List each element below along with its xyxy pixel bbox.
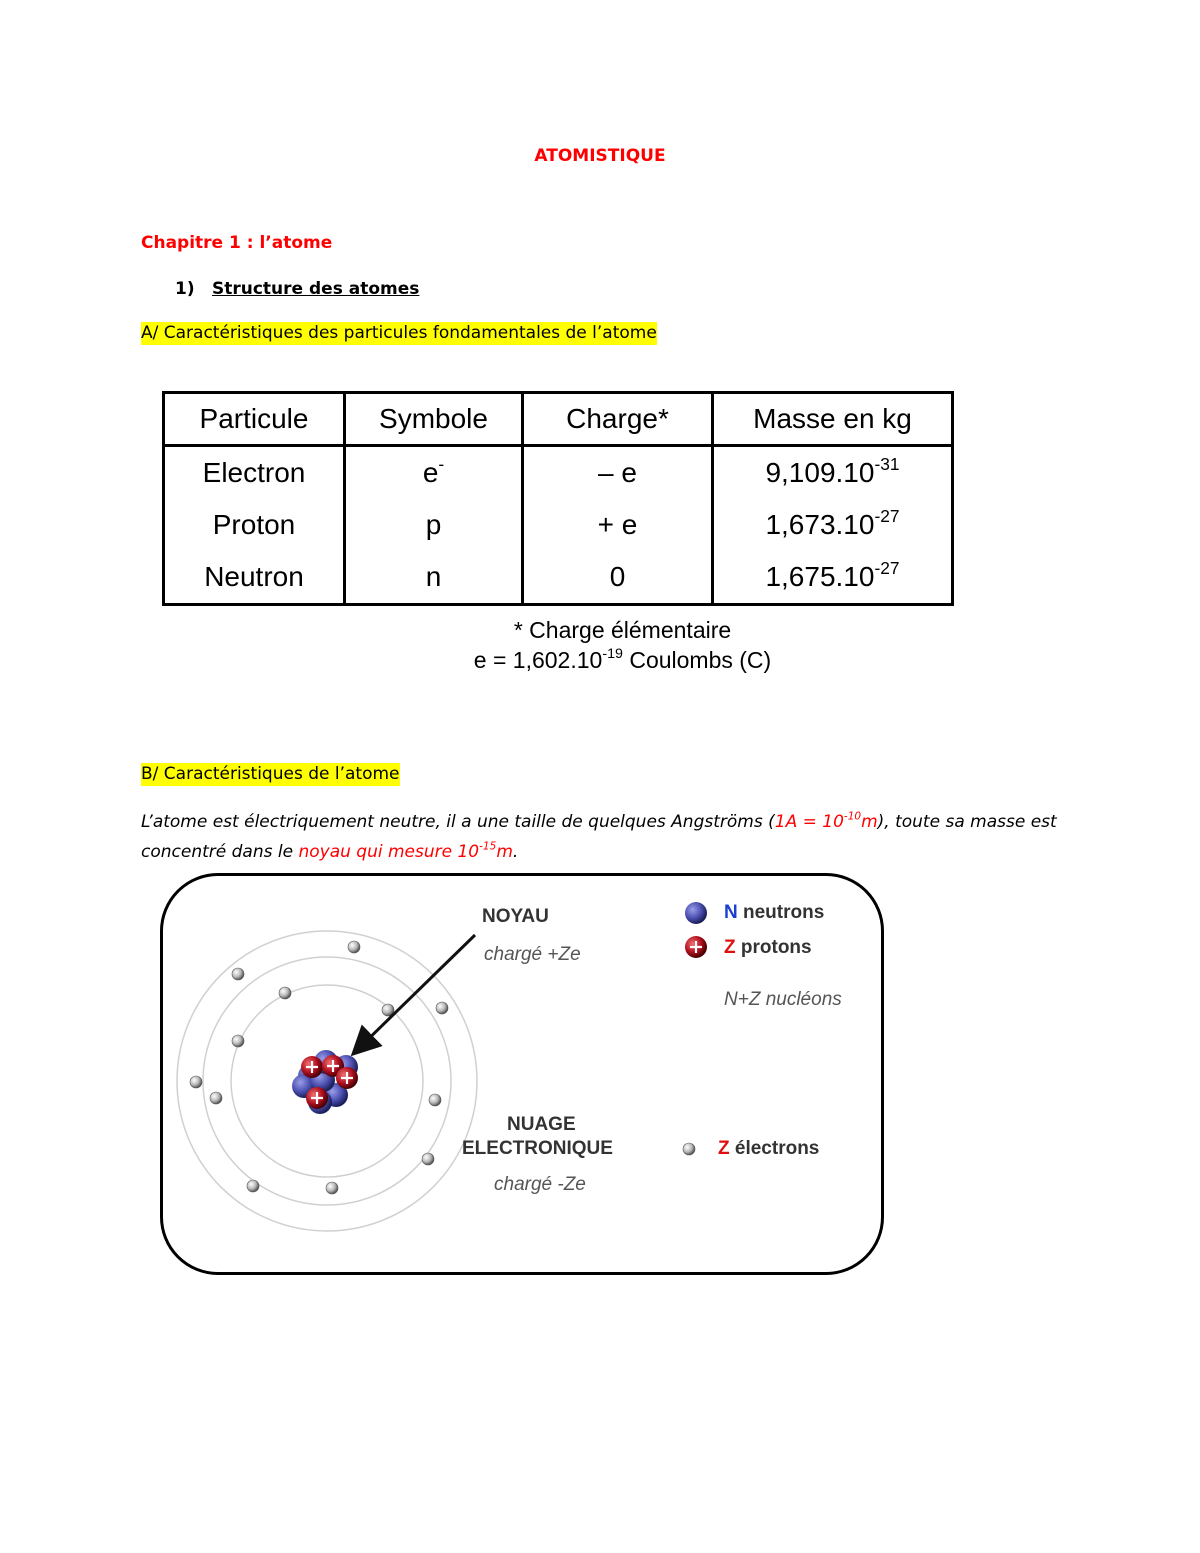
para-text-1: L’atome est électriquement neutre, il a une taille de quelques Angströms ( [141, 812, 775, 832]
para-red-1: $1A = 10^{-10}m$ [774, 810, 878, 832]
note-line-1: * Charge élémentaire [513, 617, 732, 643]
noyau-charge: chargé +Ze [484, 944, 581, 965]
cell-charge: + e [523, 499, 713, 551]
table-header-row [164, 393, 953, 446]
cell-symbole [345, 551, 523, 605]
legend-icons [683, 902, 707, 1155]
nucleus-arrow [355, 935, 475, 1052]
table-row [164, 446, 953, 500]
nucleus [292, 1050, 358, 1114]
electron [422, 1153, 434, 1165]
electron [326, 1182, 338, 1194]
symbol-text: n [425, 561, 442, 592]
electron [429, 1094, 441, 1106]
col-header-charge: Charge* [523, 393, 713, 446]
chapter-heading: Chapitre 1 : l’atome [141, 233, 333, 253]
para-text-3: . [512, 842, 519, 862]
symbol-text: p [425, 509, 442, 540]
masse-value: 1,673.10 [765, 509, 875, 540]
cell-masse [713, 446, 953, 500]
section-number: 1) [175, 279, 195, 299]
cell-symbole [345, 446, 523, 500]
cell-symbole [345, 499, 523, 551]
cell-particule: Proton [164, 499, 345, 551]
cell-masse [713, 499, 953, 551]
note-line-2 [0, 647, 1200, 674]
cell-particule: Electron [164, 446, 345, 500]
note-unit: Coulombs (C) [622, 647, 772, 673]
noyau-title: NOYAU [482, 906, 549, 927]
symbol-text: e [422, 457, 439, 488]
page-title: ATOMISTIQUE [534, 146, 666, 166]
legend-nucleons: N+Z nucléons [724, 989, 842, 1010]
section-label: Structure des atomes [212, 279, 420, 299]
atom-paragraph [141, 807, 1061, 867]
electron [348, 941, 360, 953]
table-row [164, 499, 953, 551]
col-header-masse: Masse en kg [713, 393, 953, 446]
electron [190, 1076, 202, 1088]
para-red-2: noyau qui mesure $10^{-15}m$ [298, 840, 513, 862]
electron [210, 1092, 222, 1104]
electron [232, 968, 244, 980]
electron [247, 1180, 259, 1192]
electron-legend-icon [683, 1143, 695, 1155]
nuage-title-line1: NUAGE [507, 1114, 576, 1135]
table-row [164, 551, 953, 605]
symbol-sup: - [438, 453, 445, 474]
masse-exp: -31 [874, 453, 900, 474]
electron [279, 987, 291, 999]
masse-value: 1,675.10 [765, 561, 875, 592]
masse-value: 9,109.10 [765, 457, 875, 488]
legend-electrons: Z électrons [718, 1138, 820, 1159]
col-header-symbole: Symbole [345, 393, 523, 446]
para-text-2: ), toute sa masse est concentré dans le [141, 812, 1057, 862]
electron [232, 1035, 244, 1047]
nuage-title-line2: ELECTRONIQUE [462, 1138, 613, 1159]
note-value: e = 1,602.10 [473, 647, 603, 673]
masse-exp: -27 [874, 505, 900, 526]
section-heading [175, 279, 419, 299]
neutron-legend-icon [685, 902, 707, 924]
subsection-a-heading: A/ Caractéristiques des particules fondamentales de l’atome [141, 323, 657, 343]
nuage-charge: chargé -Ze [494, 1174, 586, 1195]
particles-table [162, 391, 954, 606]
cell-masse [713, 551, 953, 605]
electron [436, 1002, 448, 1014]
masse-exp: -27 [874, 557, 900, 578]
cell-particule: Neutron [164, 551, 345, 605]
atom-diagram [160, 873, 884, 1275]
cell-charge: – e [523, 446, 713, 500]
legend-protons: Z protons [724, 937, 812, 958]
subsection-b-heading: B/ Caractéristiques de l’atome [141, 764, 400, 784]
cell-charge: 0 [523, 551, 713, 605]
note-exp: -19 [602, 646, 623, 663]
legend-neutrons: N neutrons [724, 902, 825, 923]
col-header-particule: Particule [164, 393, 345, 446]
